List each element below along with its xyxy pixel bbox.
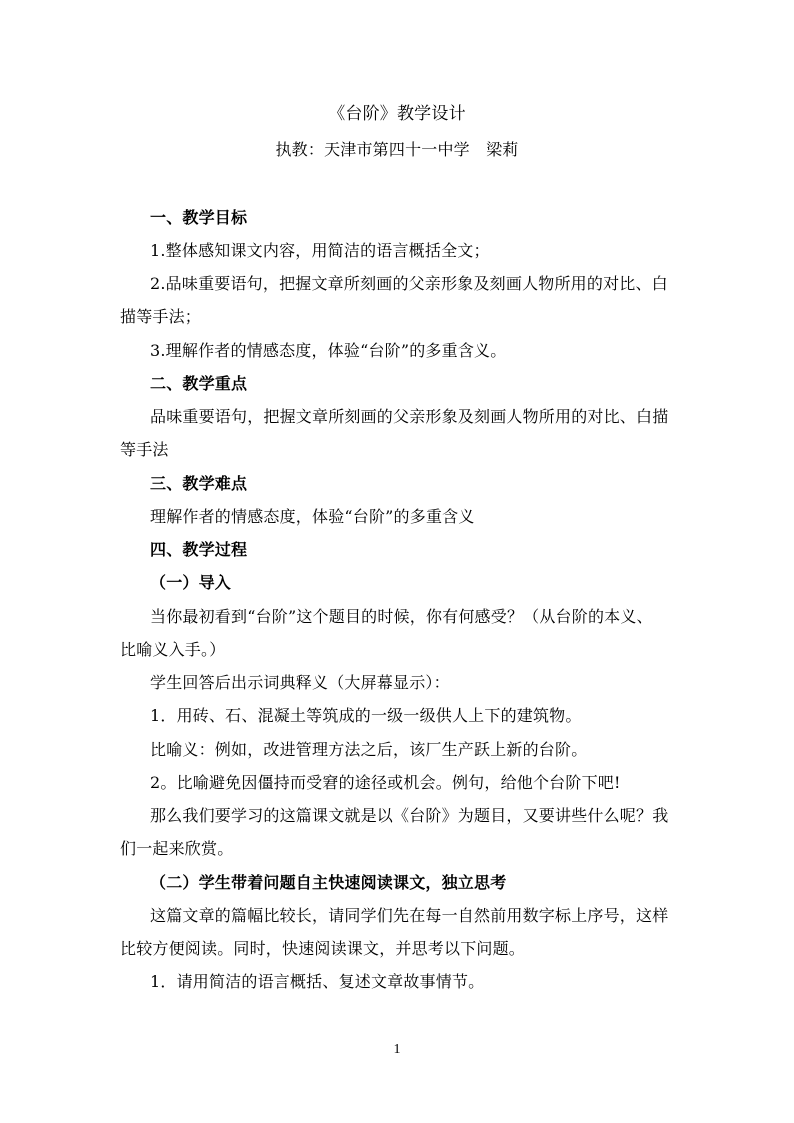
document-title: 《台阶》教学设计 — [328, 104, 466, 124]
paragraph-line: 1．请用简洁的语言概括、复述文章故事情节。 — [150, 972, 485, 991]
paragraph-line: 描等手法； — [120, 307, 202, 326]
document-author: 执教：天津市第四十一中学 梁莉 — [275, 140, 519, 159]
section-heading-key-points: 二、教学重点 — [150, 374, 248, 393]
subsection-heading-reading: （二）学生带着问题自主快速阅读课文，独立思考 — [150, 873, 507, 892]
paragraph-line: 当你最初看到“台阶”这个题目的时候，你有何感受？（从台阶的本义、 — [150, 607, 653, 626]
paragraph-line: 比较方便阅读。同时，快速阅读课文，并思考以下问题。 — [120, 939, 526, 958]
paragraph-line: 比喻义：例如，改进管理方法之后，该厂生产跃上新的台阶。 — [150, 740, 588, 759]
paragraph-line: 品味重要语句，把握文章所刻画的父亲形象及刻画人物所用的对比、白描 — [150, 407, 669, 426]
paragraph-line: 1．用砖、石、混凝土等筑成的一级一级供人上下的建筑物。 — [150, 706, 582, 725]
paragraph-line: 2.品味重要语句，把握文章所刻画的父亲形象及刻画人物所用的对比、白 — [150, 274, 668, 293]
paragraph-line: 那么我们要学习的这篇课文就是以《台阶》为题目，又要讲些什么呢？我 — [150, 806, 669, 825]
subsection-heading-intro: （一）导入 — [150, 573, 232, 592]
paragraph-line: 比喻义入手。） — [120, 640, 226, 659]
paragraph-line: 们一起来欣赏。 — [120, 839, 234, 858]
section-heading-difficulties: 三、教学难点 — [150, 474, 248, 493]
paragraph-line: 1.整体感知课文内容，用简洁的语言概括全文； — [150, 241, 490, 260]
page-number: 1 — [393, 1042, 401, 1057]
section-heading-process: 四、教学过程 — [150, 540, 248, 559]
paragraph-line: 等手法 — [120, 440, 169, 459]
paragraph-line: 2。比喻避免因僵持而受窘的途径或机会。例句，给他个台阶下吧! — [150, 773, 621, 792]
paragraph-line: 3.理解作者的情感态度，体验“台阶”的多重含义。 — [150, 341, 507, 360]
paragraph-line: 理解作者的情感态度，体验“台阶”的多重含义 — [150, 507, 475, 526]
paragraph-line: 这篇文章的篇幅比较长，请同学们先在每一自然前用数字标上序号，这样 — [150, 906, 669, 925]
paragraph-line: 学生回答后出示词典释义（大屏幕显示）： — [150, 673, 450, 692]
section-heading-objectives: 一、教学目标 — [150, 208, 248, 227]
